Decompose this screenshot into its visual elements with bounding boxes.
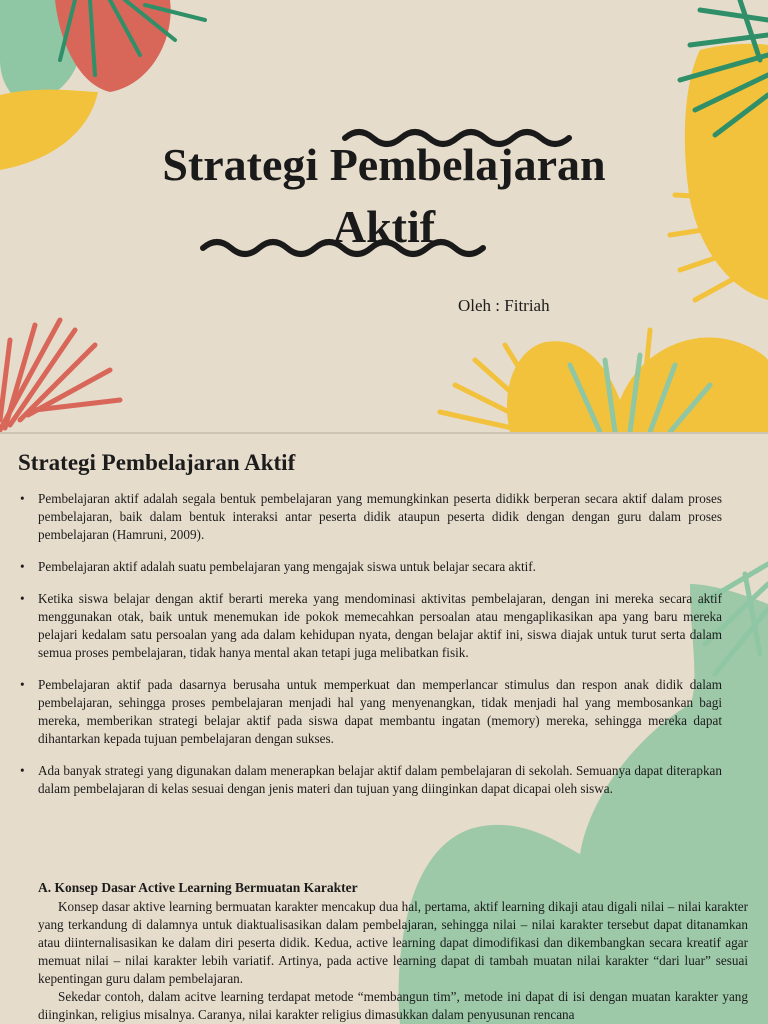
section-paragraph: Sekedar contoh, dalam acitve learning terdapat metode “membangun tim”, metode ini dapat di isi dengan muatan karakter yang diinginkan, religius misalnya. Caranya, nilai karakter religius dimasukkan dalam penyusunan rencana [38, 989, 748, 1022]
content-slide [0, 434, 768, 1024]
section-paragraph: Konsep dasar aktive learning bermuatan karakter mencakup dua hal, pertama, aktif learning dikaji atau digali nilai – nilai karakter yang terkandung di dalamnya untuk diaktualisasikan dalam pembelajaran, sehingga nilai – nilai karakter tersebut dapat ditanamkan atau diinternalisasikan ke dalam diri peserta didik. Kedua, active learning dapat dimodifikasi dan dikembangkan secara kreatif agar memuat nilai – nilai karakter lebih variatif. Artinya, pada active learning dapat di tambah muatan nilai karakter “dari luar” sesuai kepentingan guru dalam pembelajaran. [38, 899, 748, 986]
slide-title [0, 134, 768, 258]
bullet-list [18, 490, 722, 812]
bullet-item: • Ada banyak strategi yang digunakan dalam menerapkan belajar aktif dalam pembelajaran di sekolah. Semuanya dapat diterapkan dalam pembelajaran di kelas sesuai dengan jenis materi dan tujuan yang diinginkan dapat dicapai oleh siswa. [18, 762, 722, 798]
bullet-item: • Pembelajaran aktif adalah segala bentuk pembelajaran yang memungkinkan peserta didikk berperan secara aktif dalam proses pembelajaran, baik dalam bentuk interaksi antar peserta didik ataupun peserta didik dengan dengan guru dalam proses pembelajaran (Hamruni, 2009). [18, 490, 722, 544]
author-byline: Oleh : Fitriah [458, 296, 550, 315]
section-body [38, 898, 748, 1024]
title-slide [0, 0, 768, 432]
bullet-item: • Ketika siswa belajar dengan aktif berarti mereka yang mendominasi aktivitas pembelajaran, dengan ini mereka secara aktif menggunakan otak, baik untuk menemukan ide pokok memecahkan persoalan atau mengaplikasikan apa yang baru mereka pelajari kedalam satu persoalan yang ada dalam kehidupan nyata, dengan belajar aktif ini, siswa diajak untuk turut serta dalam semua proses pembelajaran, tidak hanya mental akan tetapi juga melibatkan fisik. [18, 590, 722, 662]
title-line-1: Strategi Pembelajaran [162, 139, 606, 190]
title-line-2: Aktif [332, 201, 436, 252]
bullet-item: • Pembelajaran aktif pada dasarnya berusaha untuk memperkuat dan memperlancar stimulus dan respon anak didik dalam pembelajaran, sehingga proses pembelajaran menjadi hal yang menyenangkan, tidak menjadi hal yang membosankan bagi mereka, memberikan strategi belajar aktif pada siswa dapat membantu ingatan (memory) mereka, sehingga mereka dapat dihantarkan kepada tujuan pembelajaran dengan sukses. [18, 676, 722, 748]
red-palm-frond [0, 320, 120, 430]
content-heading: Strategi Pembelajaran Aktif [18, 450, 296, 475]
section-heading: A. Konsep Dasar Active Learning Bermuatan Karakter [38, 880, 358, 895]
bullet-item: • Pembelajaran aktif adalah suatu pembelajaran yang mengajak siswa untuk belajar secara aktif. [18, 558, 722, 576]
